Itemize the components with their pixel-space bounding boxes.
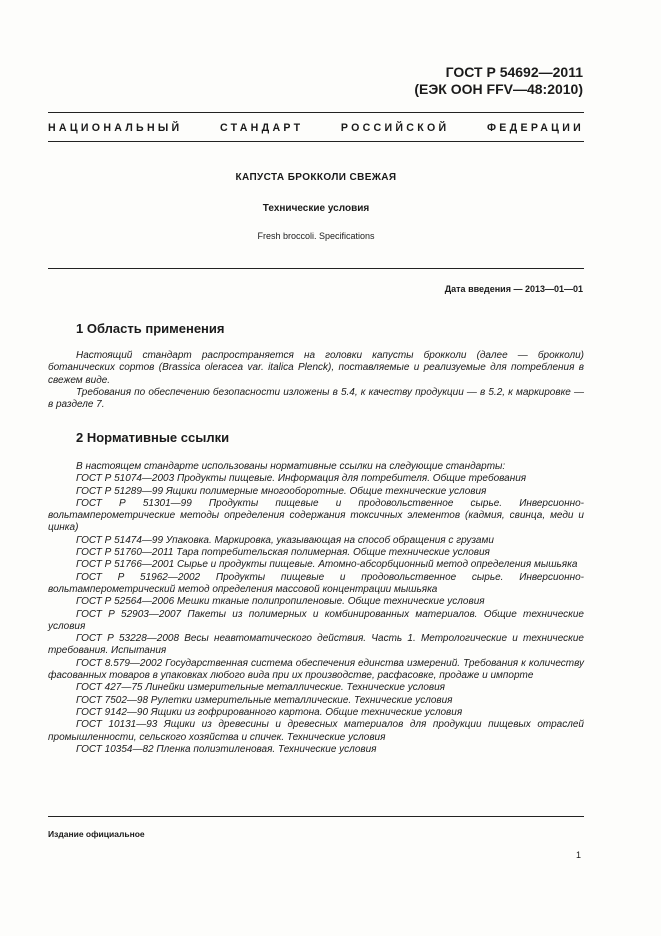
section-2-heading: 2 Нормативные ссылки [76, 430, 230, 445]
section-1-body [48, 350, 584, 411]
section-1-heading: 1 Область применения [76, 321, 225, 336]
official-edition-label: Издание официальное [48, 829, 145, 839]
standard-designation [414, 64, 583, 98]
national-standard-banner: НАЦИОНАЛЬНЫЙ СТАНДАРТ РОССИЙСКОЙ ФЕДЕРАЦИИ [48, 122, 584, 134]
title-rule [48, 268, 584, 269]
document-title: КАПУСТА БРОККОЛИ СВЕЖАЯ [235, 172, 397, 183]
banner-rule [48, 141, 584, 142]
designation-gost: ГОСТ Р 54692—2011 [445, 64, 583, 80]
reference-item: ГОСТ Р 51962—2002 Продукты пищевые и продовольственное сырье. Инверсионно-вольтамперометрический метод определения массовой концентрации мышьяка [48, 571, 584, 595]
reference-item: ГОСТ 7502—98 Рулетки измерительные металлические. Технические условия [76, 694, 453, 706]
reference-item: ГОСТ Р 51474—99 Упаковка. Маркировка, указывающая на способ обращения с грузами [76, 534, 494, 546]
section-1-paragraph: Требования по обеспечению безопасности изложены в 5.4, к качеству продукции — в 5.2, к маркировке — в разделе 7. [48, 386, 584, 411]
reference-item: ГОСТ 9142—90 Ящики из гофрированного картона. Общие технические условия [76, 706, 463, 718]
designation-unece: (ЕЭК ООН FFV—48:2010) [414, 81, 583, 97]
footer-rule [48, 816, 584, 817]
section-1-paragraph: Настоящий стандарт распространяется на головки капусты брокколи (далее — брокколи) ботанических сортов (Brassica oleracea var. italica Plenck), поставляемые и реализуемые для потребления в свежем виде. [48, 350, 584, 386]
reference-item: ГОСТ 427—75 Линейки измерительные металлические. Технические условия [76, 682, 446, 694]
page-number: 1 [575, 850, 581, 860]
reference-item: ГОСТ Р 52564—2006 Мешки тканые полипропиленовые. Общие технические условия [76, 596, 485, 608]
reference-item: ГОСТ 10354—82 Пленка полиэтиленовая. Технические условия [76, 743, 377, 755]
reference-item: ГОСТ Р 53228—2008 Весы неавтоматического действия. Часть 1. Метрологические и технические требования. Испытания [48, 633, 584, 657]
reference-item: ГОСТ Р 52903—2007 Пакеты из полимерных и комбинированных материалов. Общие технические условия [48, 608, 584, 632]
reference-item: ГОСТ Р 51301—99 Продукты пищевые и продовольственное сырье. Инверсионно-вольтамперометрические методы определения содержания токсичных элементов (кадмия, свинца, меди и цинка) [48, 497, 584, 534]
reference-item: ГОСТ Р 51766—2001 Сырье и продукты пищевые. Атомно-абсорбционный метод определения мышьяка [76, 559, 578, 571]
reference-item: ГОСТ 10131—93 Ящики из древесины и древесных материалов для продукции пищевых отраслей промышленности, сельского хозяйства и спичек. Технические условия [48, 719, 584, 743]
references-intro: В настоящем стандарте использованы нормативные ссылки на следующие стандарты: [76, 461, 506, 472]
reference-item: ГОСТ Р 51074—2003 Продукты пищевые. Информация для потребителя. Общие требования [76, 473, 527, 485]
normative-references-list [48, 461, 584, 756]
introduction-date: Дата введения — 2013—01—01 [444, 284, 583, 294]
document-subtitle: Технические условия [262, 203, 370, 214]
reference-item: ГОСТ Р 51760—2011 Тара потребительская полимерная. Общие технические условия [76, 547, 490, 559]
top-rule [48, 112, 584, 113]
reference-item: ГОСТ 8.579—2002 Государственная система обеспечения единства измерений. Требования к количеству фасованных товаров в упаковках любого вида при их производстве, расфасовке, продаже и импорте [48, 657, 584, 682]
reference-item: ГОСТ Р 51289—99 Ящики полимерные многооборотные. Общие технические условия [76, 485, 487, 497]
english-title: Fresh broccoli. Specifications [257, 231, 375, 241]
